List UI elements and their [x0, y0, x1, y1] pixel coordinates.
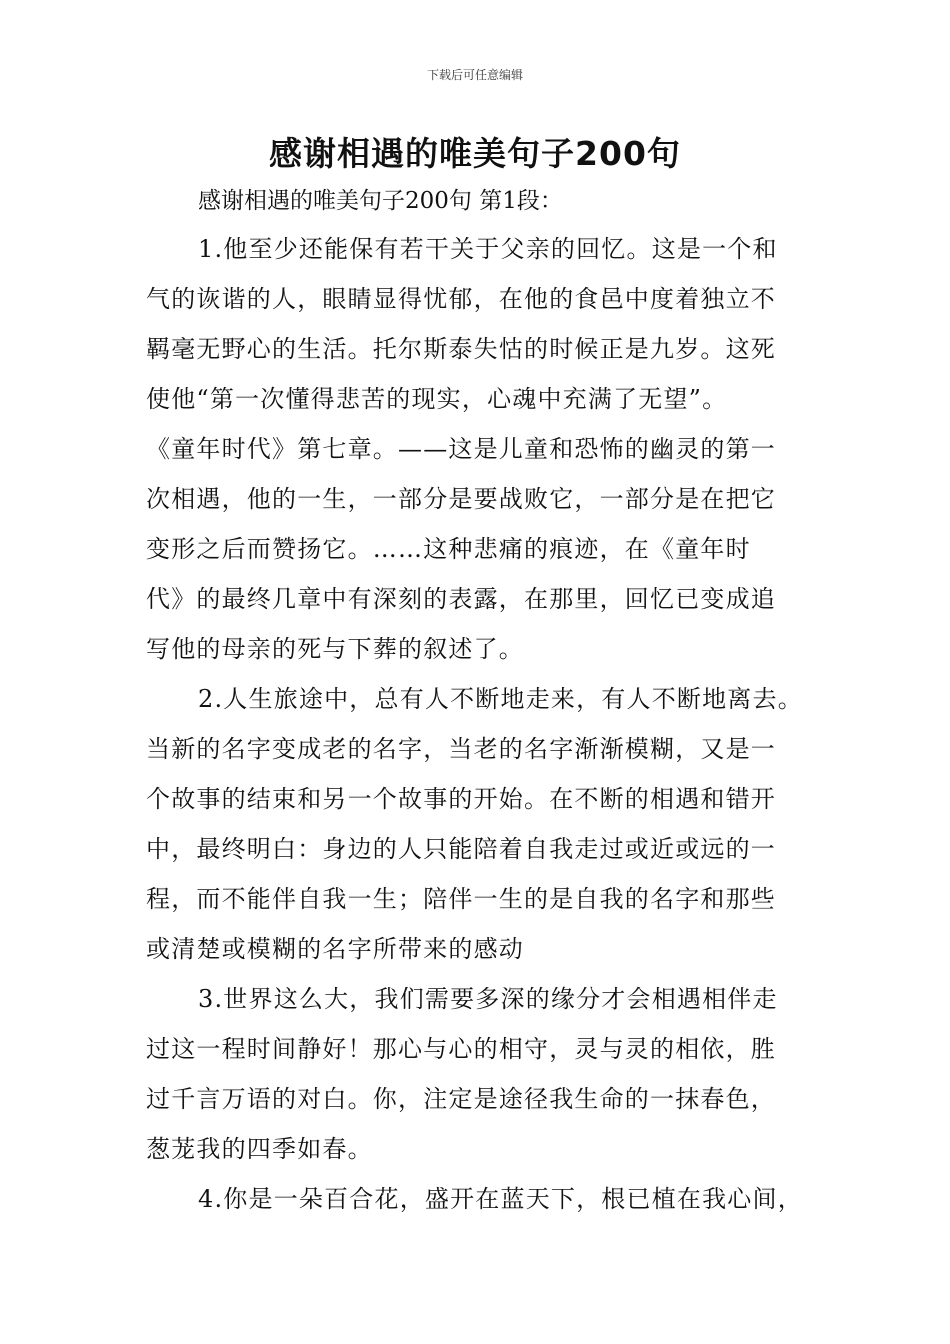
header-note: 下载后可任意编辑 — [426, 68, 523, 82]
text-line: 次相遇，他的一生，一部分是要战败它，一部分是在把它 — [146, 485, 776, 513]
text-line: 4.你是一朵百合花，盛开在蓝天下，根已植在我心间， — [198, 1185, 803, 1213]
document-title: 感谢相遇的唯美句子200句 — [269, 134, 681, 173]
text-line: 写他的母亲的死与下葬的叙述了。 — [146, 635, 524, 663]
text-line: 过这一程时间静好！那心与心的相守，灵与灵的相依，胜 — [146, 1035, 776, 1063]
paragraph-4 — [146, 1180, 826, 1230]
text-line: 葱茏我的四季如春。 — [146, 1135, 373, 1163]
text-line: 2.人生旅途中，总有人不断地走来，有人不断地离去。 — [198, 685, 803, 713]
text-line: 气的诙谐的人，眼睛显得忧郁，在他的食邑中度着独立不 — [146, 285, 776, 313]
text-line: 3.世界这么大，我们需要多深的缘分才会相遇相伴走 — [198, 985, 778, 1013]
text-line: 中，最终明白：身边的人只能陪着自我走过或近或远的一 — [146, 835, 776, 863]
text-line: 当新的名字变成老的名字，当老的名字渐渐模糊，又是一 — [146, 735, 776, 763]
paragraph-2 — [146, 680, 826, 980]
section-subtitle: 感谢相遇的唯美句子200句 第1段： — [198, 188, 563, 214]
text-line: 变形之后而赞扬它。……这种悲痛的痕迹，在《童年时 — [146, 535, 751, 563]
text-line: 使他“第一次懂得悲苦的现实，心魂中充满了无望”。 — [146, 385, 728, 413]
text-line: 1.他至少还能保有若干关于父亲的回忆。这是一个和 — [198, 235, 778, 263]
paragraph-1 — [146, 230, 826, 680]
text-line: 代》的最终几章中有深刻的表露，在那里，回忆已变成追 — [146, 585, 776, 613]
text-line: 过千言万语的对白。你，注定是途径我生命的一抹春色， — [146, 1085, 776, 1113]
document-body — [146, 230, 826, 1230]
text-line: 程，而不能伴自我一生；陪伴一生的是自我的名字和那些 — [146, 885, 776, 913]
text-line: 个故事的结束和另一个故事的开始。在不断的相遇和错开 — [146, 785, 776, 813]
text-line: 羁毫无野心的生活。托尔斯泰失怙的时候正是九岁。这死 — [146, 335, 776, 363]
paragraph-3 — [146, 980, 826, 1180]
text-line: 《童年时代》第七章。——这是儿童和恐怖的幽灵的第一 — [146, 435, 776, 463]
text-line: 或清楚或模糊的名字所带来的感动 — [146, 935, 524, 963]
